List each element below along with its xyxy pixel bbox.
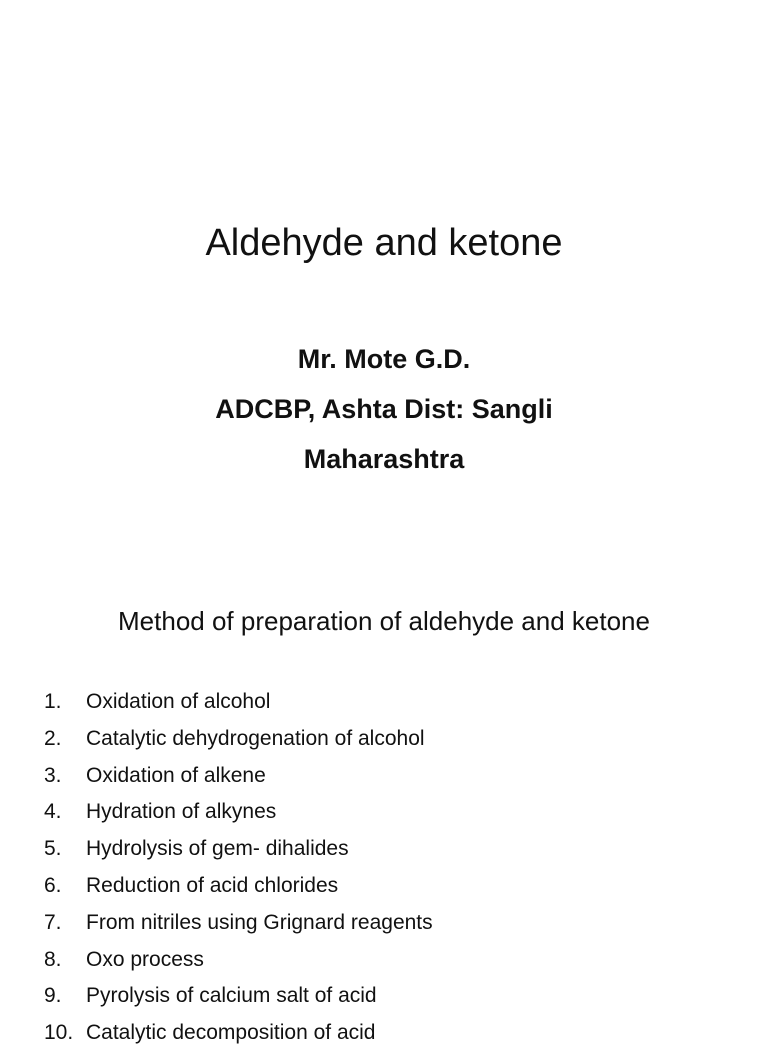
author-block (0, 334, 768, 484)
item-text: Catalytic decomposition of acid (86, 1021, 376, 1045)
methods-list (44, 684, 433, 1052)
item-text: Reduction of acid chlorides (86, 873, 339, 897)
list-item (44, 794, 433, 831)
item-text: Oxidation of alcohol (86, 690, 271, 713)
item-number: 6. (44, 873, 62, 897)
list-item (44, 868, 433, 905)
item-number: 3. (44, 763, 62, 787)
author-state: Maharashtra (303, 444, 465, 474)
item-number: 1. (44, 690, 62, 713)
item-text: Oxo process (86, 947, 204, 971)
methods-slide (0, 560, 768, 1045)
item-text: Catalytic dehydrogenation of alcohol (86, 726, 425, 750)
list-item (44, 721, 433, 758)
list-item (44, 1015, 433, 1052)
item-number: 5. (44, 837, 62, 861)
item-text: Hydration of alkynes (86, 800, 277, 824)
item-number: 9. (44, 984, 62, 1008)
item-text: Pyrolysis of calcium salt of acid (86, 984, 377, 1008)
item-number: 8. (44, 947, 62, 971)
list-item (44, 905, 433, 942)
author-name: Mr. Mote G.D. (297, 344, 471, 374)
methods-title: Method of preparation of aldehyde and ketone (118, 606, 650, 636)
author-institution: ADCBP, Ashta Dist: Sangli (215, 394, 553, 424)
list-item (44, 978, 433, 1015)
item-text: Oxidation of alkene (86, 763, 266, 787)
item-number: 4. (44, 800, 62, 824)
list-item (44, 831, 433, 868)
item-text: Hydrolysis of gem- dihalides (86, 837, 349, 861)
item-number: 2. (44, 726, 62, 750)
item-text: From nitriles using Grignard reagents (86, 910, 433, 934)
list-item (44, 758, 433, 795)
item-number: 10. (44, 1021, 74, 1045)
list-item (44, 684, 433, 721)
slide-title: Aldehyde and ketone (205, 222, 563, 264)
item-number: 7. (44, 910, 62, 934)
list-item (44, 942, 433, 979)
